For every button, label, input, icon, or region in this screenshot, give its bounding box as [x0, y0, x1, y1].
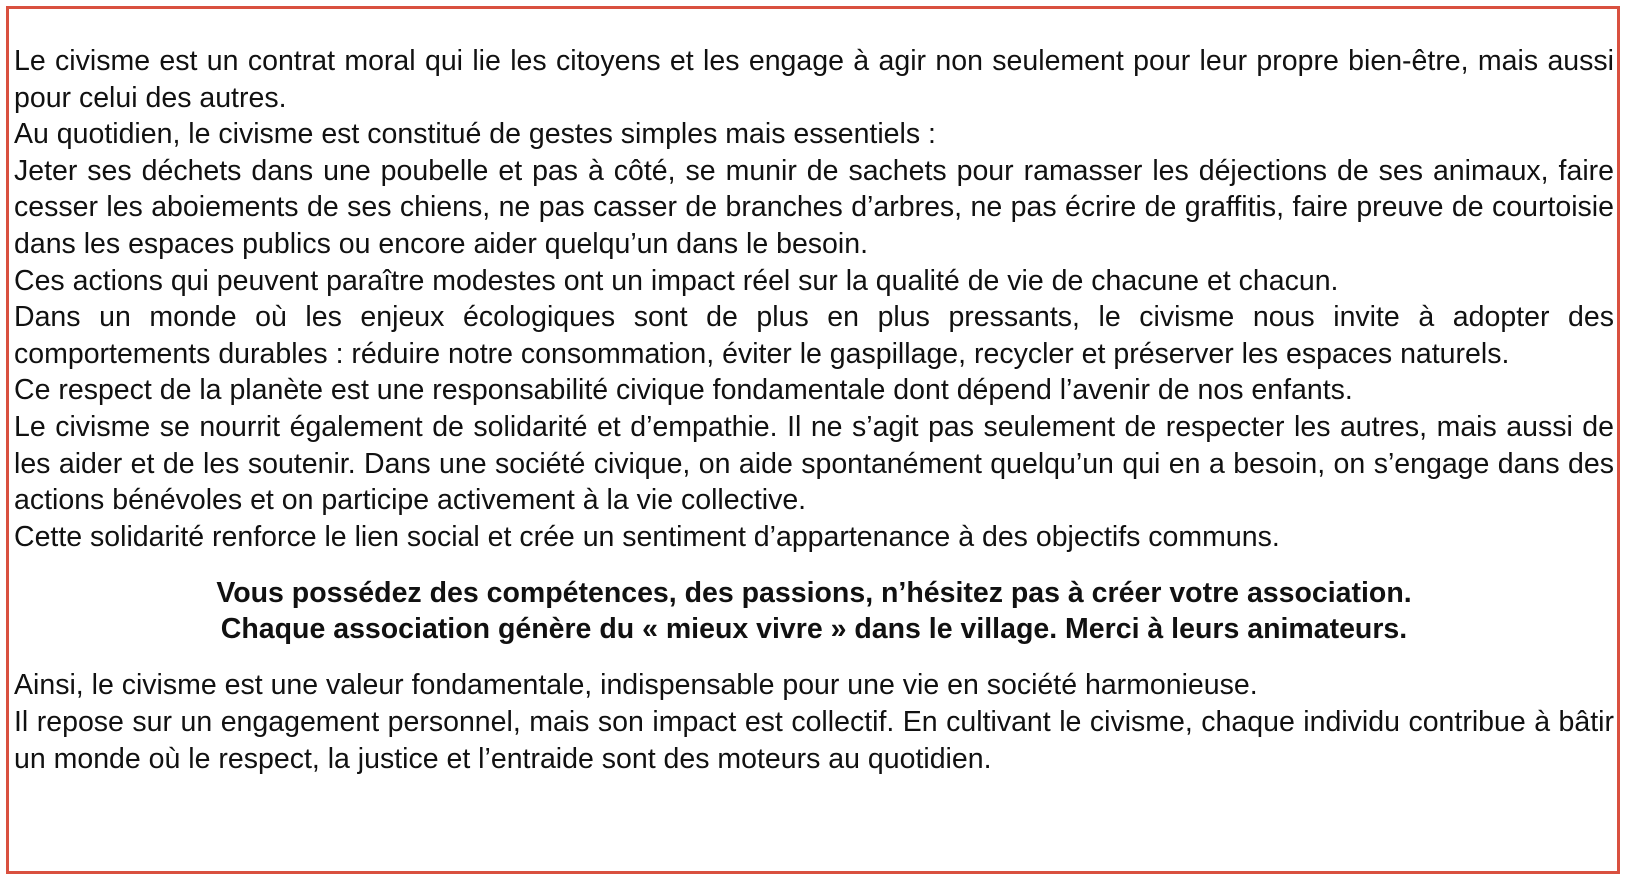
paragraph-planete: Ce respect de la planète est une responsabilité civique fondamentale dont dépend l’avenir de nos enfants.	[14, 374, 1353, 407]
paragraph-solidarite: Le civisme se nourrit également de solidarité et d’empathie. Il ne s’agit pas seulement de respecter les autres, mais aussi de les aider et de les soutenir. Dans une société civique, on aide spontanément quelqu’un qui en a besoin, on s’engage dans des actions bénévoles et on participe activement à la vie collective.	[14, 410, 1614, 517]
paragraph-contrat-moral: Le civisme est un contrat moral qui lie les citoyens et les engage à agir non seulement pour leur propre bien-être, mais aussi pour celui des autres.	[14, 45, 1614, 114]
paragraph-actions: Ces actions qui peuvent paraître modestes ont un impact réel sur la qualité de vie de chacune et chacun.	[14, 264, 1339, 297]
paragraph-quotidien: Au quotidien, le civisme est constitué de gestes simples mais essentiels :	[14, 118, 936, 151]
paragraph-ainsi: Ainsi, le civisme est une valeur fondamentale, indispensable pour une vie en société harmonieuse.	[14, 669, 1258, 702]
paragraph-ecologie: Dans un monde où les enjeux écologiques sont de plus en plus pressants, le civisme nous invite à adopter des comportements durables : réduire notre consommation, éviter le gaspillage, recycler et préserver les espaces naturels.	[14, 301, 1614, 370]
highlight-line-2: Chaque association génère du « mieux vivre » dans le village. Merci à leurs animateurs.	[220, 613, 1408, 646]
highlight-block	[14, 575, 1614, 647]
highlight-line-1: Vous possédez des compétences, des passions, n’hésitez pas à créer votre association.	[216, 577, 1412, 610]
paragraph-lien-social: Cette solidarité renforce le lien social et crée un sentiment d’appartenance à des objectifs communs.	[14, 520, 1280, 553]
paragraph-gestes: Jeter ses déchets dans une poubelle et pas à côté, se munir de sachets pour ramasser les déjections de ses animaux, faire cesser les aboiements de ses chiens, ne pas casser de branches d’arbres, ne pas écrire de graffitis, faire preuve de courtoisie dans les espaces publics ou encore aider quelqu’un dans le besoin.	[14, 154, 1614, 260]
paragraph-engagement: Il repose sur un engagement personnel, mais son impact est collectif. En cultivant le civisme, chaque individu contribue à bâtir un monde où le respect, la justice et l’entraide sont des moteurs au quotidien.	[14, 705, 1614, 775]
document-body	[14, 43, 1614, 777]
